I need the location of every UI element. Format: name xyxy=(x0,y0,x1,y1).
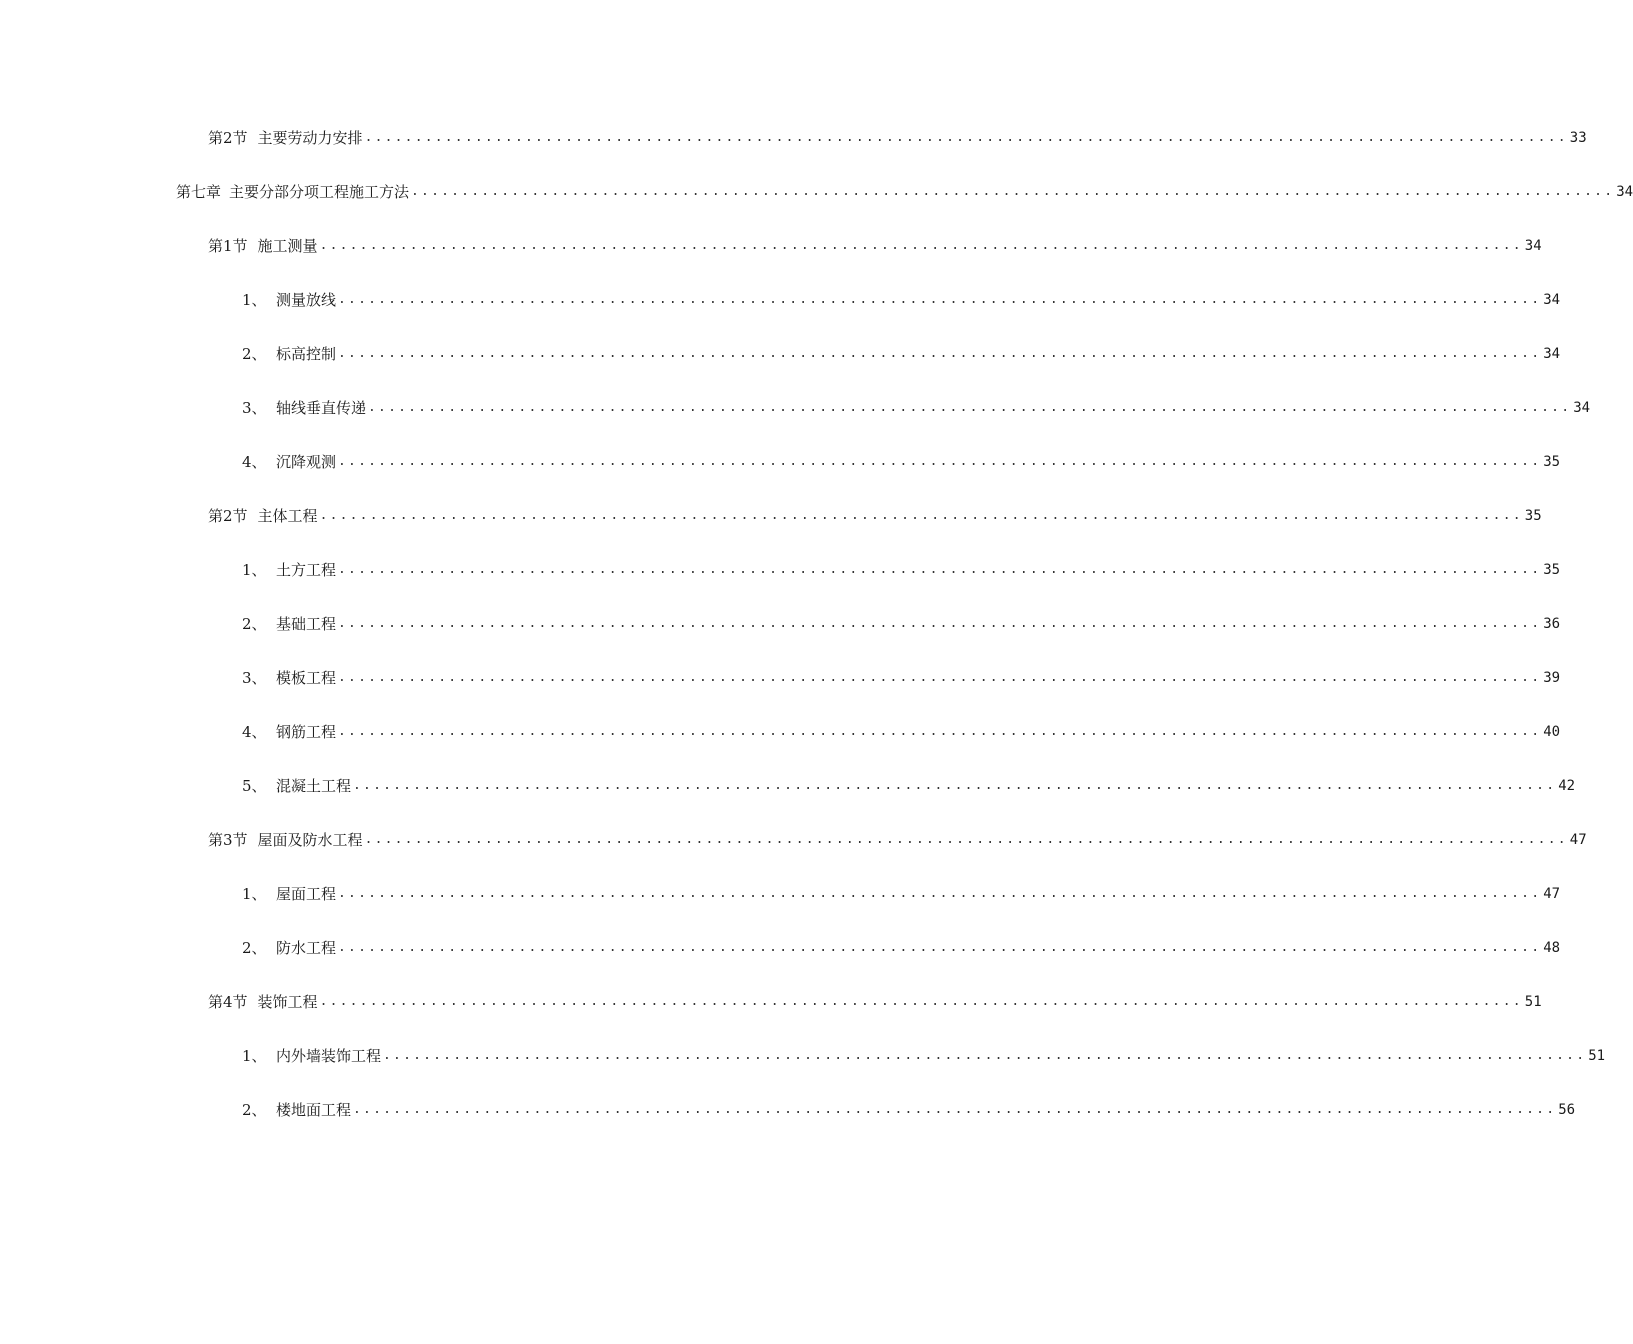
toc-page-number: 36 xyxy=(1543,616,1561,632)
toc-dot-leader: ........................................................................................................................ xyxy=(319,508,1523,523)
toc-entry-number: 4、 xyxy=(242,723,267,741)
toc-page-number: 34 xyxy=(1543,292,1561,308)
toc-dot-leader: ........................................................................................................................ xyxy=(353,1102,1557,1117)
toc-page-number: 34 xyxy=(1616,184,1633,200)
toc-dot-leader: ........................................................................................................................ xyxy=(364,832,1568,847)
toc-entry-number: 第1节 xyxy=(208,237,248,255)
toc-entry-number: 5、 xyxy=(242,777,267,795)
toc-entry-title: 测量放线 xyxy=(276,291,337,309)
toc-page-number: 35 xyxy=(1543,454,1561,470)
toc-entry-number: 4、 xyxy=(242,453,267,471)
toc-entry[interactable] xyxy=(0,396,1591,450)
toc-entry[interactable] xyxy=(0,666,1561,720)
toc-entry-number: 1、 xyxy=(242,885,267,903)
toc-entry[interactable] xyxy=(0,990,1542,1044)
toc-entry-title: 沉降观测 xyxy=(276,453,337,471)
toc-page-number: 47 xyxy=(1569,832,1587,848)
toc-page-number: 47 xyxy=(1543,886,1561,902)
toc-page-number: 39 xyxy=(1543,670,1561,686)
toc-dot-leader: ........................................................................................................................ xyxy=(338,670,1542,685)
toc-entry-title: 基础工程 xyxy=(276,615,337,633)
toc-entry-number: 第4节 xyxy=(208,993,248,1011)
toc-entry-title: 施工测量 xyxy=(257,237,318,255)
toc-dot-leader: ........................................................................................................................ xyxy=(338,616,1542,631)
toc-entry-title: 混凝土工程 xyxy=(276,777,352,795)
toc-entry-number: 3、 xyxy=(242,399,267,417)
toc-entry-number: 2、 xyxy=(242,345,267,363)
toc-entry-title: 主体工程 xyxy=(257,507,318,525)
toc-entry-number: 第3节 xyxy=(208,831,248,849)
toc-entry-number: 1、 xyxy=(242,1047,267,1065)
toc-entry-title: 模板工程 xyxy=(276,669,337,687)
toc-entry-title: 楼地面工程 xyxy=(276,1101,352,1119)
toc-entry[interactable] xyxy=(0,720,1561,774)
toc-dot-leader: ........................................................................................................................ xyxy=(319,994,1523,1009)
toc-entry[interactable] xyxy=(0,342,1561,396)
toc-dot-leader: ........................................................................................................................ xyxy=(353,778,1557,793)
toc-page-number: 34 xyxy=(1573,400,1591,416)
toc-page-number: 35 xyxy=(1543,562,1561,578)
toc-page-number: 56 xyxy=(1558,1102,1576,1118)
toc-entry-title: 标高控制 xyxy=(276,345,337,363)
toc-entry-number: 第2节 xyxy=(208,507,248,525)
toc-page-number: 33 xyxy=(1569,130,1587,146)
toc-entry[interactable] xyxy=(0,936,1561,990)
toc-entry-number: 1、 xyxy=(242,291,267,309)
toc-dot-leader: ........................................................................................................................ xyxy=(368,400,1572,415)
toc-entry[interactable] xyxy=(0,1044,1606,1098)
toc-entry-number: 2、 xyxy=(242,615,267,633)
toc-dot-leader: ........................................................................................................................ xyxy=(338,562,1542,577)
toc-dot-leader: ........................................................................................................................ xyxy=(338,346,1542,361)
toc-page-number: 51 xyxy=(1588,1048,1606,1064)
toc-dot-leader: ........................................................................................................................ xyxy=(338,940,1542,955)
toc-entry[interactable] xyxy=(0,828,1587,882)
toc-entry-title: 主要劳动力安排 xyxy=(257,129,363,147)
toc-entry[interactable] xyxy=(0,774,1576,828)
toc-entry-title: 装饰工程 xyxy=(257,993,318,1011)
toc-dot-leader: ........................................................................................................................ xyxy=(411,184,1615,199)
toc-entry-title: 主要分部分项工程施工方法 xyxy=(229,183,410,201)
toc-entry[interactable] xyxy=(0,126,1587,180)
toc-page-number: 42 xyxy=(1558,778,1576,794)
toc-entry[interactable] xyxy=(0,180,1633,234)
toc-entry-title: 土方工程 xyxy=(276,561,337,579)
toc-entry[interactable] xyxy=(0,612,1561,666)
toc-dot-leader: ........................................................................................................................ xyxy=(338,724,1542,739)
table-of-contents xyxy=(0,126,1633,1152)
toc-entry[interactable] xyxy=(0,1098,1576,1152)
toc-entry-number: 2、 xyxy=(242,939,267,957)
toc-entry-title: 内外墙装饰工程 xyxy=(276,1047,382,1065)
toc-dot-leader: ........................................................................................................................ xyxy=(364,130,1568,145)
toc-dot-leader: ........................................................................................................................ xyxy=(338,292,1542,307)
toc-entry-number: 第七章 xyxy=(176,183,222,201)
toc-dot-leader: ........................................................................................................................ xyxy=(338,454,1542,469)
toc-page-number: 48 xyxy=(1543,940,1561,956)
toc-entry-number: 3、 xyxy=(242,669,267,687)
toc-entry-number: 1、 xyxy=(242,561,267,579)
toc-entry-title: 防水工程 xyxy=(276,939,337,957)
toc-entry-title: 屋面及防水工程 xyxy=(257,831,363,849)
toc-page-number: 34 xyxy=(1524,238,1542,254)
toc-entry[interactable] xyxy=(0,288,1561,342)
toc-page-number: 35 xyxy=(1524,508,1542,524)
toc-entry[interactable] xyxy=(0,504,1542,558)
toc-page-number: 34 xyxy=(1543,346,1561,362)
toc-entry[interactable] xyxy=(0,450,1561,504)
toc-dot-leader: ........................................................................................................................ xyxy=(319,238,1523,253)
toc-entry-number: 第2节 xyxy=(208,129,248,147)
toc-page-number: 51 xyxy=(1524,994,1542,1010)
toc-dot-leader: ........................................................................................................................ xyxy=(338,886,1542,901)
toc-entry-title: 轴线垂直传递 xyxy=(276,399,367,417)
toc-entry[interactable] xyxy=(0,558,1561,612)
toc-entry[interactable] xyxy=(0,882,1561,936)
toc-entry-title: 钢筋工程 xyxy=(276,723,337,741)
toc-dot-leader: ........................................................................................................................ xyxy=(383,1048,1587,1063)
toc-entry-title: 屋面工程 xyxy=(276,885,337,903)
toc-entry-number: 2、 xyxy=(242,1101,267,1119)
toc-page-number: 40 xyxy=(1543,724,1561,740)
toc-entry[interactable] xyxy=(0,234,1542,288)
